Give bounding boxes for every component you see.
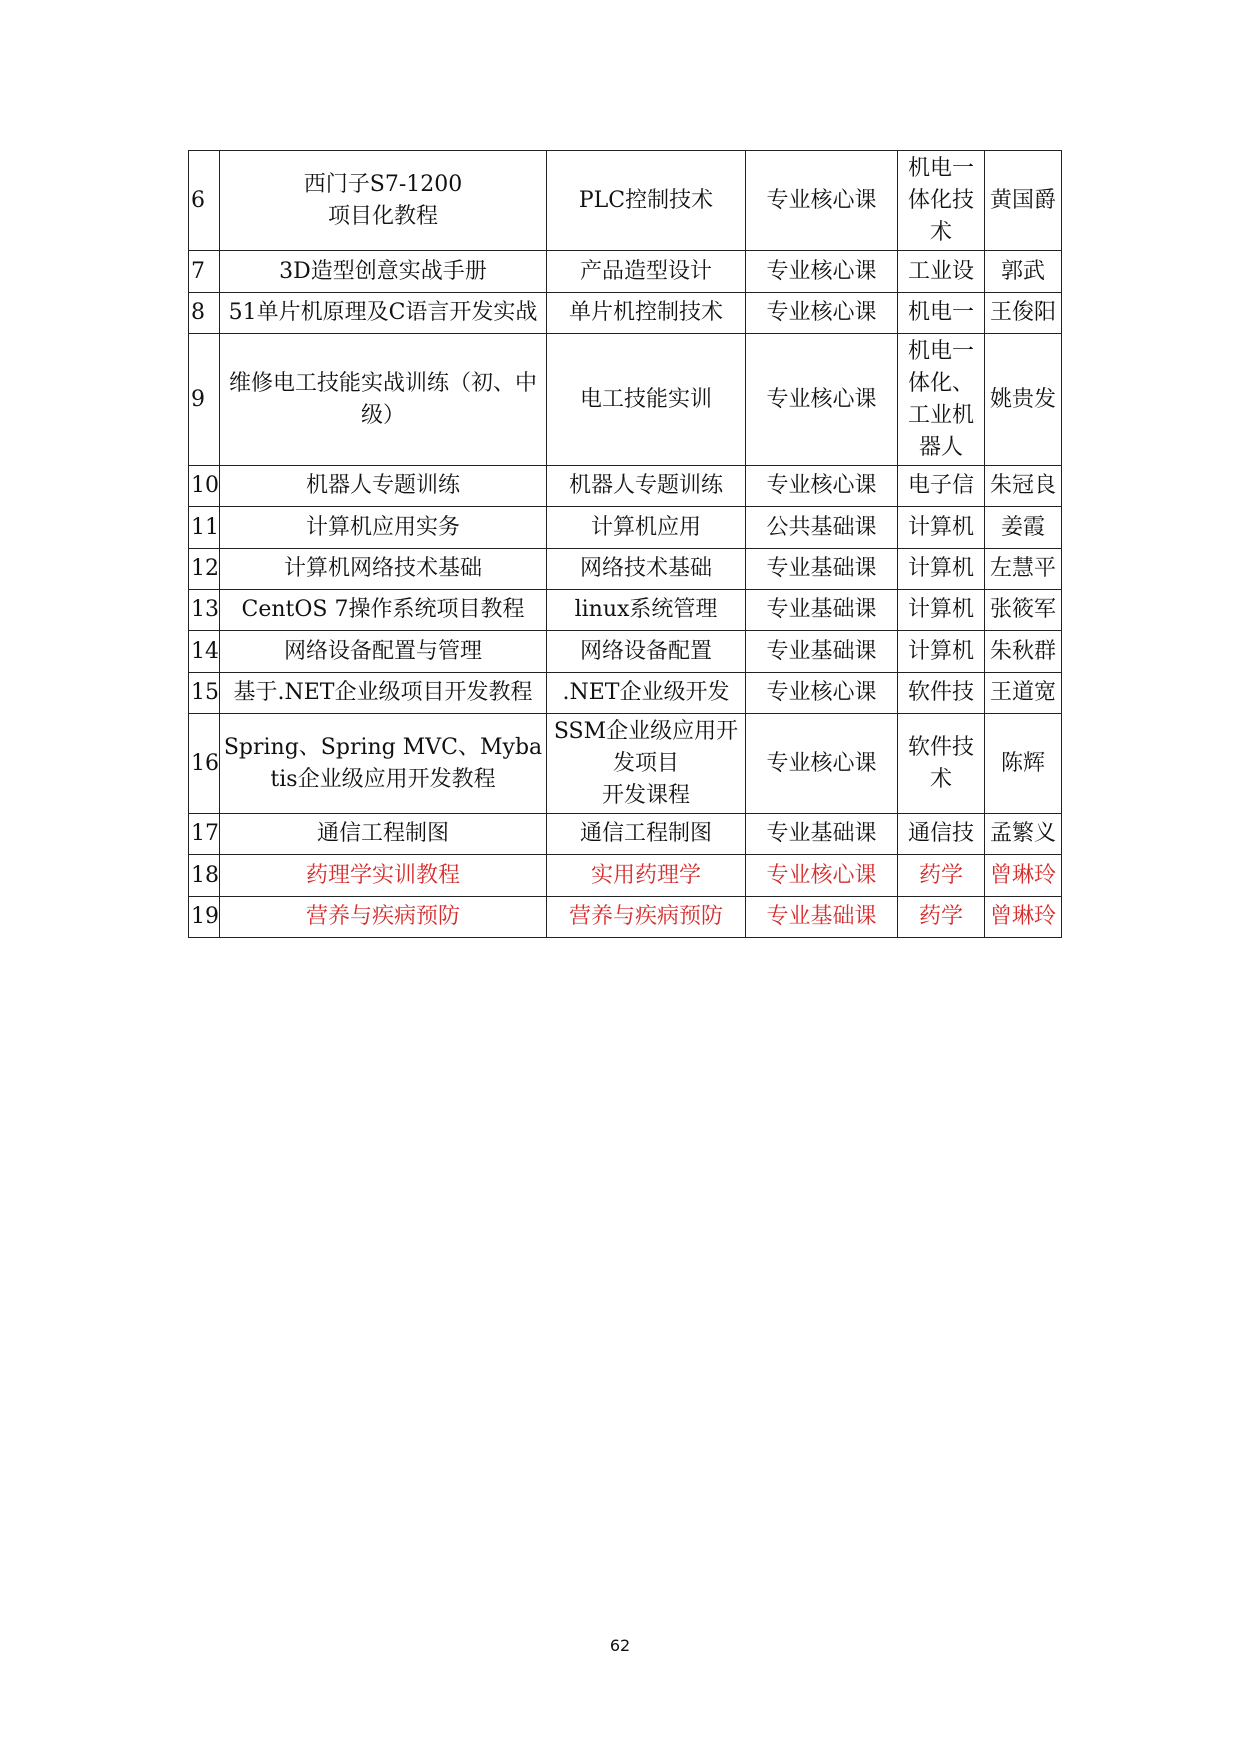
course-name: 产品造型设计 [547, 251, 746, 293]
row-number: 8 [189, 293, 220, 334]
major-name: 药学 [898, 897, 985, 938]
person-name: 姜霞 [985, 507, 1062, 549]
row-number: 18 [189, 855, 220, 897]
textbook-name: 3D造型创意实战手册 [220, 251, 547, 293]
row-number: 7 [189, 251, 220, 293]
person-name: 王道宽 [985, 673, 1062, 714]
textbook-name: 51单片机原理及C语言开发实战 [220, 293, 547, 334]
major-name: 计算机 [898, 590, 985, 631]
course-name: SSM企业级应用开发项目 开发课程 [547, 714, 746, 814]
course-type: 专业核心课 [746, 151, 898, 251]
course-type: 专业核心课 [746, 466, 898, 507]
table-row [189, 334, 1062, 466]
table-row [189, 251, 1062, 293]
textbook-name: 基于.NET企业级项目开发教程 [220, 673, 547, 714]
course-name: 营养与疾病预防 [547, 897, 746, 938]
person-name: 王俊阳 [985, 293, 1062, 334]
course-name: 机器人专题训练 [547, 466, 746, 507]
row-number: 6 [189, 151, 220, 251]
person-name: 黄国爵 [985, 151, 1062, 251]
major-name: 计算机 [898, 507, 985, 549]
table-row [189, 814, 1062, 855]
row-number: 16 [189, 714, 220, 814]
major-name: 工业设 [898, 251, 985, 293]
course-name: 通信工程制图 [547, 814, 746, 855]
person-name: 陈辉 [985, 714, 1062, 814]
course-name: 电工技能实训 [547, 334, 746, 466]
course-textbook-table [188, 150, 1062, 938]
course-type: 公共基础课 [746, 507, 898, 549]
major-name: 机电一 [898, 293, 985, 334]
textbook-name: 通信工程制图 [220, 814, 547, 855]
row-number: 19 [189, 897, 220, 938]
person-name: 郭武 [985, 251, 1062, 293]
person-name: 朱冠良 [985, 466, 1062, 507]
person-name: 朱秋群 [985, 631, 1062, 673]
row-number: 14 [189, 631, 220, 673]
page-number: 62 [609, 1636, 631, 1655]
person-name: 曾琳玲 [985, 855, 1062, 897]
row-number: 12 [189, 549, 220, 590]
major-name: 计算机 [898, 549, 985, 590]
course-type: 专业基础课 [746, 897, 898, 938]
major-name: 通信技 [898, 814, 985, 855]
course-name: 计算机应用 [547, 507, 746, 549]
row-number: 13 [189, 590, 220, 631]
table-row [189, 631, 1062, 673]
course-name: 单片机控制技术 [547, 293, 746, 334]
row-number: 17 [189, 814, 220, 855]
major-name: 机电一体化技术 [898, 151, 985, 251]
table-row [189, 507, 1062, 549]
course-type: 专业基础课 [746, 590, 898, 631]
person-name: 姚贵发 [985, 334, 1062, 466]
course-type: 专业核心课 [746, 293, 898, 334]
course-type: 专业基础课 [746, 814, 898, 855]
course-name: linux系统管理 [547, 590, 746, 631]
course-type: 专业核心课 [746, 251, 898, 293]
textbook-name: 计算机应用实务 [220, 507, 547, 549]
course-type: 专业基础课 [746, 549, 898, 590]
course-name: 网络设备配置 [547, 631, 746, 673]
row-number: 15 [189, 673, 220, 714]
course-name: .NET企业级开发 [547, 673, 746, 714]
table-row [189, 855, 1062, 897]
major-name: 软件技 [898, 673, 985, 714]
table-row [189, 466, 1062, 507]
person-name: 张筱军 [985, 590, 1062, 631]
textbook-name: 西门子S7-1200 项目化教程 [220, 151, 547, 251]
course-type: 专业核心课 [746, 714, 898, 814]
row-number: 11 [189, 507, 220, 549]
course-name: 网络技术基础 [547, 549, 746, 590]
textbook-name: 机器人专题训练 [220, 466, 547, 507]
course-type: 专业基础课 [746, 631, 898, 673]
major-name: 机电一体化、工业机器人 [898, 334, 985, 466]
row-number: 9 [189, 334, 220, 466]
textbook-name: 计算机网络技术基础 [220, 549, 547, 590]
course-type: 专业核心课 [746, 855, 898, 897]
major-name: 药学 [898, 855, 985, 897]
major-name: 电子信 [898, 466, 985, 507]
table-row [189, 151, 1062, 251]
table-row [189, 897, 1062, 938]
table-row [189, 590, 1062, 631]
table-row [189, 549, 1062, 590]
textbook-name: Spring、Spring MVC、Mybatis企业级应用开发教程 [220, 714, 547, 814]
major-name: 计算机 [898, 631, 985, 673]
course-name: PLC控制技术 [547, 151, 746, 251]
textbook-name: CentOS 7操作系统项目教程 [220, 590, 547, 631]
table-row [189, 673, 1062, 714]
textbook-name: 营养与疾病预防 [220, 897, 547, 938]
person-name: 孟繁义 [985, 814, 1062, 855]
course-type: 专业核心课 [746, 334, 898, 466]
textbook-name: 网络设备配置与管理 [220, 631, 547, 673]
person-name: 左慧平 [985, 549, 1062, 590]
person-name: 曾琳玲 [985, 897, 1062, 938]
table-row [189, 714, 1062, 814]
major-name: 软件技术 [898, 714, 985, 814]
course-type: 专业核心课 [746, 673, 898, 714]
textbook-name: 药理学实训教程 [220, 855, 547, 897]
course-name: 实用药理学 [547, 855, 746, 897]
row-number: 10 [189, 466, 220, 507]
table-row [189, 293, 1062, 334]
textbook-name: 维修电工技能实战训练（初、中级） [220, 334, 547, 466]
